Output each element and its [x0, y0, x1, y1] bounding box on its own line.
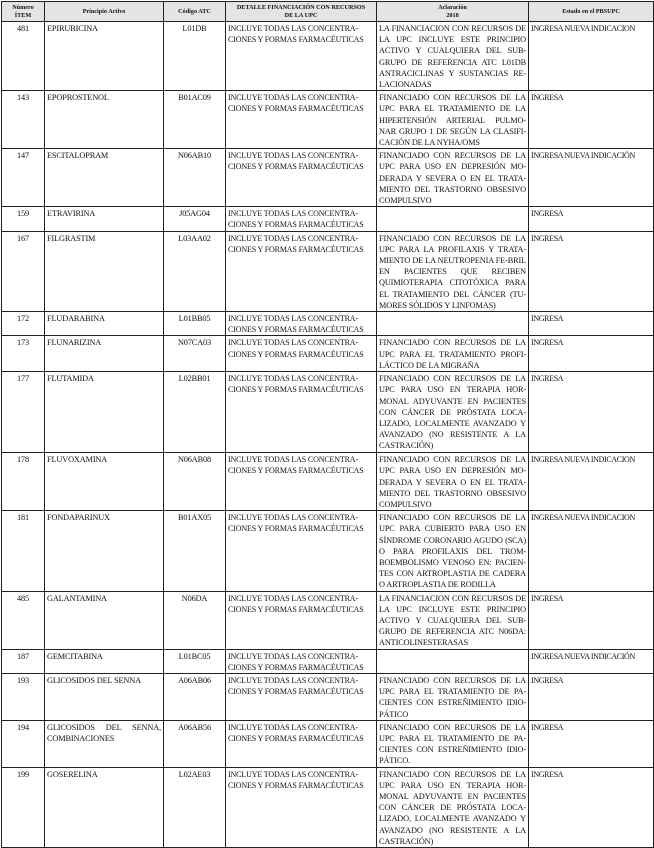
cell-detalle: INCLUYE TODAS LAS CONCENTRA- CIONES Y FORMAS FARMACÉUTICAS — [226, 149, 377, 207]
cell-estado: INGRESA NUEVA INDICACION — [529, 453, 654, 511]
cell-estado: INGRESA — [529, 372, 654, 453]
cell-detalle: INCLUYE TODAS LAS CONCENTRA- CIONES Y FORMAS FARMACÉUTICAS — [226, 336, 377, 372]
cell-aclaracion: FINANCIADO CON RECURSOS DE LA UPC PARA USO EN DEPRESIÓN MO-DERADA Y SEVERA O EN EL TRATA-MIENTO DEL TRASTORNO OBSESIVO COMPULSIVO — [377, 149, 529, 207]
cell-numero: 178 — [2, 453, 45, 511]
table-row — [2, 453, 654, 511]
cell-aclaracion: FINANCIADO CON RECURSOS DE LA UPC PARA USO EN TERAPIA HOR-MONAL ADYUVANTE EN PACIENTES CON CÁNCER DE PRÓSTATA LOCA-LIZADO, LOCALMENTE AVANZADO Y AVANZADO (NO RESISTENTE A LA CASTRACIÓN) — [377, 767, 529, 847]
cell-principio: FLUTAMIDA — [45, 372, 164, 453]
cell-estado: INGRESA — [529, 720, 654, 767]
cell-principio: EPOPROSTENOL — [45, 91, 164, 149]
table-row — [2, 767, 654, 847]
cell-estado: INGRESA — [529, 767, 654, 847]
cell-codigo: L02AE03 — [164, 767, 226, 847]
table-body — [2, 22, 654, 848]
cell-aclaracion: FINANCIADO CON RECURSOS DE LA UPC PARA USO EN TERAPIA HOR-MONAL ADYUVANTE EN PACIENTES CON CÁNCER DE PRÓSTATA LOCA-LIZADO, LOCALMENTE AVANZADO Y AVANZADO (NO RESISTENTE A LA CASTRACIÓN) — [377, 372, 529, 453]
header-codigo-atc: Código ATC — [164, 2, 226, 22]
cell-aclaracion: FINANCIADO CON RECURSOS DE LA UPC PARA EL TRATAMIENTO DE PA-CIENTES CON ESTREÑIMIENTO IDIO-PÁTICO — [377, 673, 529, 720]
table-row — [2, 22, 654, 91]
cell-estado: INGRESA — [529, 312, 654, 336]
table-row — [2, 149, 654, 207]
table-row — [2, 511, 654, 591]
cell-numero: 147 — [2, 149, 45, 207]
cell-detalle: INCLUYE TODAS LAS CONCENTRA- CIONES Y FORMAS FARMACÉUTICAS — [226, 453, 377, 511]
cell-aclaracion: FINANCIADO CON RECURSOS DE LA UPC PARA EL TRATAMIENTO DE PA-CIENTES CON ESTREÑIMIENTO IDIO-PÁTICO. — [377, 720, 529, 767]
cell-detalle: INCLUYE TODAS LAS CONCENTRA- CIONES Y FORMAS FARMACÉUTICAS — [226, 312, 377, 336]
table-row — [2, 231, 654, 311]
cell-detalle: INCLUYE TODAS LAS CONCENTRA- CIONES Y FORMAS FARMACÉUTICAS — [226, 231, 377, 311]
cell-codigo: N06DA — [164, 591, 226, 649]
table-row — [2, 649, 654, 673]
table-row — [2, 91, 654, 149]
table-row — [2, 720, 654, 767]
cell-principio: FLUNARIZINA — [45, 336, 164, 372]
cell-aclaracion — [377, 312, 529, 336]
cell-aclaracion: FINANCIADO CON RECURSOS DE LA UPC PARA CUBIERTO PARA USO EN SÍNDROME CORONARIO AGUDO (SCA) O PARA PROFILAXIS DEL TROM-BOEMBOLISMO VENOSO EN: PACIEN-TES CON ARTROPLASTIA DE CADERA O ARTROPLASTIA DE RODILLA — [377, 511, 529, 591]
cell-aclaracion: FINANCIADO CON RECURSOS DE LA UPC PARA LA PROFILAXIS Y TRATA-MIENTO DE LA NEUTROPENIA FE-BRIL EN PACIENTES QUE RECIBEN QUIMIOTERAPIA CITOTÓXICA PARA EL TRATAMIENTO DEL CÁNCER (TU-MORES SÓLIDOS Y LINFOMAS) — [377, 231, 529, 311]
cell-numero: 181 — [2, 511, 45, 591]
cell-codigo: L01BB05 — [164, 312, 226, 336]
header-aclaracion: Aclaración 2018 — [377, 2, 529, 22]
cell-principio: GLICOSIDOS DEL SENNA — [45, 673, 164, 720]
cell-detalle: INCLUYE TODAS LAS CONCENTRA- CIONES Y FORMAS FARMACÉUTICAS — [226, 372, 377, 453]
cell-detalle: INCLUYE TODAS LAS CONCENTRA- CIONES Y FORMAS FARMACÉUTICAS — [226, 91, 377, 149]
cell-principio: FLUVOXAMINA — [45, 453, 164, 511]
table-row — [2, 336, 654, 372]
cell-aclaracion: FINANCIADO CON RECURSOS DE LA UPC PARA USO EN DEPRESIÓN MO-DERADA Y SEVERA O EN EL TRATA-MIENTO DEL TRASTORNO OBSESIVO COMPULSIVO — [377, 453, 529, 511]
cell-aclaracion: LA FINANCIACION CON RECURSOS DE LA UPC INCLUYE ESTE PRINCIPIO ACTIVO Y CUALQUIERA DEL SUB-GRUPO DE REFERENCIA ATC L01DB ANTRACICLINAS Y SUSTANCIAS RE-LACIONADAS — [377, 22, 529, 91]
cell-principio: ETRAVIRINA — [45, 207, 164, 231]
cell-estado: INGRESA NUEVA INDICACION — [529, 511, 654, 591]
cell-principio: EPIRUBICINA — [45, 22, 164, 91]
cell-detalle: INCLUYE TODAS LAS CONCENTRA- CIONES Y FORMAS FARMACÉUTICAS — [226, 649, 377, 673]
cell-numero: 193 — [2, 673, 45, 720]
cell-principio: FONDAPARINUX — [45, 511, 164, 591]
cell-codigo: L03AA02 — [164, 231, 226, 311]
cell-numero: 199 — [2, 767, 45, 847]
cell-numero: 187 — [2, 649, 45, 673]
cell-aclaracion: LA FINANCIACION CON RECURSOS DE LA UPC INCLUYE ESTE PRINCIPIO ACTIVO Y CUALQUIERA DEL SUB-GRUPO DE REFERENCIA ATC N06DA: ANTICOLINESTERASAS — [377, 591, 529, 649]
cell-codigo: N07CA03 — [164, 336, 226, 372]
cell-estado: INGRESA — [529, 231, 654, 311]
cell-numero: 194 — [2, 720, 45, 767]
header-principio-activo: Principio Activo — [45, 2, 164, 22]
cell-aclaracion — [377, 649, 529, 673]
header-estado: Estado en el PBSUPC — [529, 2, 654, 22]
cell-codigo: J05AG04 — [164, 207, 226, 231]
cell-estado: INGRESA — [529, 336, 654, 372]
cell-detalle: INCLUYE TODAS LAS CONCENTRA- CIONES Y FORMAS FARMACÉUTICAS — [226, 720, 377, 767]
cell-aclaracion: FINANCIADO CON RECURSOS DE LA UPC PARA EL TRATAMIENTO DE LA HIPERTENSIÓN ARTERIAL PULMO-NAR GRUPO 1 DE SEGÚN LA CLASIFI-CACIÓN DE LA NYHA/OMS — [377, 91, 529, 149]
cell-codigo: N06AB08 — [164, 453, 226, 511]
cell-principio: GOSERELINA — [45, 767, 164, 847]
cell-principio: GLICOSIDOS DEL SENNA, COMBINACIONES — [45, 720, 164, 767]
cell-codigo: B01AC09 — [164, 91, 226, 149]
cell-numero: 159 — [2, 207, 45, 231]
header-detalle-financiacion: DETALLE FINANCIACIÓN CON RECURSOS DE LA UPC — [226, 2, 377, 22]
cell-detalle: INCLUYE TODAS LAS CONCENTRA- CIONES Y FORMAS FARMACÉUTICAS — [226, 673, 377, 720]
cell-principio: GALANTAMINA — [45, 591, 164, 649]
cell-principio: ESCITALOPRAM — [45, 149, 164, 207]
cell-numero: 167 — [2, 231, 45, 311]
cell-codigo: L01BC05 — [164, 649, 226, 673]
cell-numero: 143 — [2, 91, 45, 149]
cell-codigo: N06AB10 — [164, 149, 226, 207]
cell-codigo: B01AX05 — [164, 511, 226, 591]
table-row — [2, 673, 654, 720]
cell-estado: INGRESA NUEVA INDICACIÓN — [529, 649, 654, 673]
cell-numero: 481 — [2, 22, 45, 91]
cell-codigo: A06AB06 — [164, 673, 226, 720]
cell-codigo: A06AB56 — [164, 720, 226, 767]
cell-detalle: INCLUYE TODAS LAS CONCENTRA- CIONES Y FORMAS FARMACÉUTICAS — [226, 591, 377, 649]
cell-principio: FLUDARABINA — [45, 312, 164, 336]
cell-detalle: INCLUYE TODAS LAS CONCENTRA- CIONES Y FORMAS FARMACÉUTICAS — [226, 22, 377, 91]
cell-numero: 485 — [2, 591, 45, 649]
cell-numero: 173 — [2, 336, 45, 372]
cell-estado: INGRESA — [529, 207, 654, 231]
table-header-row — [2, 2, 654, 22]
cell-numero: 172 — [2, 312, 45, 336]
table-row — [2, 372, 654, 453]
header-numero-item: Número ÍTEM — [2, 2, 45, 22]
cell-detalle: INCLUYE TODAS LAS CONCENTRA- CIONES Y FORMAS FARMACÉUTICAS — [226, 767, 377, 847]
cell-aclaracion — [377, 207, 529, 231]
cell-principio: GEMCITABINA — [45, 649, 164, 673]
cell-estado: INGRESA — [529, 591, 654, 649]
table-row — [2, 312, 654, 336]
cell-principio: FILGRASTIM — [45, 231, 164, 311]
cell-codigo: L02BB01 — [164, 372, 226, 453]
cell-estado: INGRESA — [529, 91, 654, 149]
cell-detalle: INCLUYE TODAS LAS CONCENTRA- CIONES Y FORMAS FARMACÉUTICAS — [226, 511, 377, 591]
table-row — [2, 591, 654, 649]
cell-codigo: L01DB — [164, 22, 226, 91]
cell-numero: 177 — [2, 372, 45, 453]
cell-estado: INGRESA — [529, 673, 654, 720]
cell-estado: INGRESA NUEVA INDICACIÓN — [529, 149, 654, 207]
cell-estado: INGRESA NUEVA INDICACION — [529, 22, 654, 91]
cell-detalle: INCLUYE TODAS LAS CONCENTRA- CIONES Y FORMAS FARMACÉUTICAS — [226, 207, 377, 231]
cell-aclaracion: FINANCIADO CON RECURSOS DE LA UPC PARA EL TRATAMIENTO PROFI-LÁCTICO DE LA MIGRAÑA — [377, 336, 529, 372]
table-row — [2, 207, 654, 231]
medication-table — [1, 1, 654, 848]
